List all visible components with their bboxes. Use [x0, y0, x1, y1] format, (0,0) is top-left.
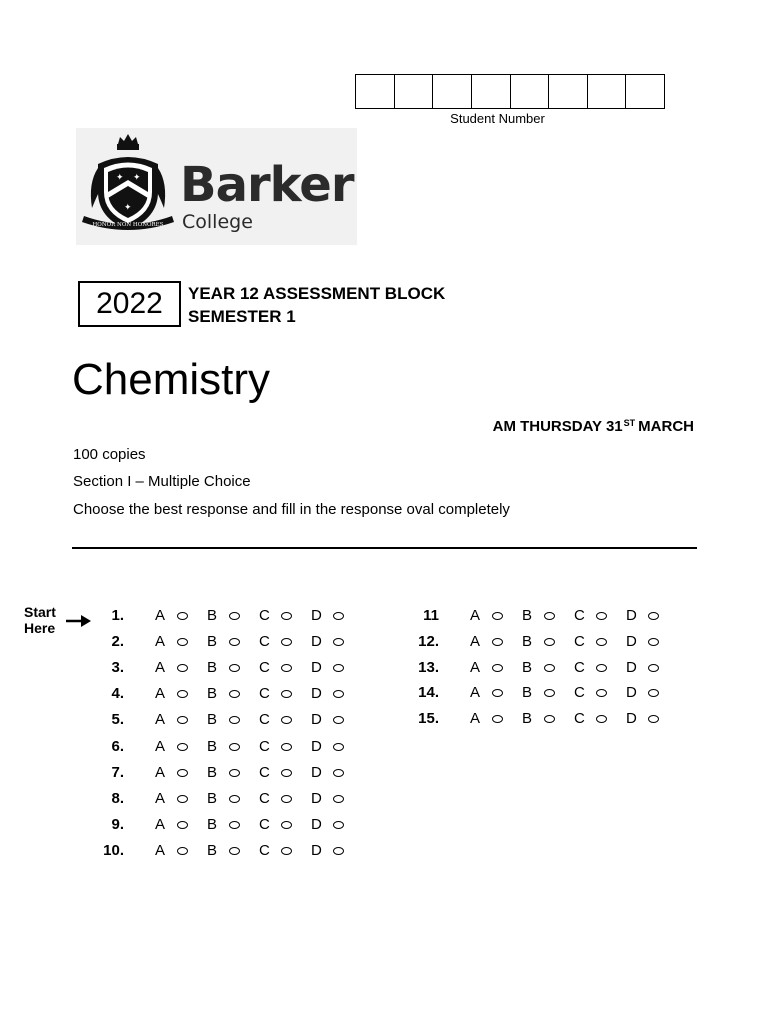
response-oval-b[interactable] [544, 689, 555, 697]
option-label-b: B [207, 763, 218, 781]
response-oval-a[interactable] [492, 612, 503, 620]
option-label-c: C [259, 789, 270, 807]
response-oval-c[interactable] [281, 664, 292, 672]
assessment-block-title: YEAR 12 ASSESSMENT BLOCK [188, 284, 446, 303]
student-number-digit-box[interactable] [433, 75, 472, 108]
option-label-a: A [155, 789, 166, 807]
question-number: 1. [111, 607, 124, 624]
start-here-label: Start Here [24, 604, 56, 636]
option-label-c: C [259, 685, 270, 703]
response-oval-b[interactable] [544, 664, 555, 672]
instructions-text: Choose the best response and fill in the response oval completely [73, 501, 510, 518]
question-row [100, 737, 360, 757]
question-number: 2. [111, 633, 124, 651]
arrow-right-icon [66, 614, 92, 633]
response-oval-a[interactable] [492, 664, 503, 672]
year-box: 2022 [78, 281, 181, 327]
response-oval-d[interactable] [648, 689, 659, 697]
student-number-digit-box[interactable] [472, 75, 511, 108]
response-oval-a[interactable] [492, 689, 503, 697]
option-label-d: D [311, 633, 322, 651]
option-label-b: B [207, 711, 218, 729]
option-label-d: D [626, 658, 637, 676]
question-row [415, 709, 675, 729]
response-oval-b[interactable] [229, 847, 240, 855]
option-label-d: D [311, 763, 322, 781]
option-label-b: B [207, 659, 218, 677]
student-number-digit-box[interactable] [549, 75, 588, 108]
student-number-digit-box[interactable] [395, 75, 434, 108]
option-label-a: A [155, 711, 166, 729]
svg-text:✦: ✦ [133, 173, 141, 183]
option-label-c: C [259, 607, 270, 624]
option-label-d: D [311, 789, 322, 807]
option-label-c: C [259, 815, 270, 833]
question-number: 8. [111, 789, 124, 807]
option-label-d: D [626, 684, 637, 702]
option-label-b: B [522, 632, 533, 650]
option-label-b: B [522, 684, 533, 702]
svg-text:HONOR NON HONORES: HONOR NON HONORES [92, 222, 164, 228]
response-oval-b[interactable] [229, 716, 240, 724]
option-label-c: C [574, 632, 585, 650]
option-label-b: B [207, 815, 218, 833]
response-oval-d[interactable] [333, 664, 344, 672]
option-label-c: C [259, 763, 270, 781]
response-oval-c[interactable] [596, 715, 607, 723]
response-oval-d[interactable] [648, 664, 659, 672]
response-oval-a[interactable] [177, 664, 188, 672]
option-label-b: B [522, 710, 533, 728]
response-oval-d[interactable] [333, 795, 344, 803]
option-label-d: D [311, 737, 322, 755]
student-number-digit-box[interactable] [588, 75, 627, 108]
question-row [100, 658, 360, 678]
response-oval-a[interactable] [177, 716, 188, 724]
question-number: 14. [418, 684, 439, 702]
response-oval-d[interactable] [648, 638, 659, 646]
option-label-d: D [311, 659, 322, 677]
response-oval-a[interactable] [177, 769, 188, 777]
option-label-d: D [626, 632, 637, 650]
question-row [415, 606, 675, 626]
divider [72, 547, 697, 549]
question-row [100, 841, 360, 861]
svg-text:✦: ✦ [124, 203, 132, 213]
option-label-a: A [155, 607, 166, 624]
response-oval-c[interactable] [596, 612, 607, 620]
option-label-c: C [574, 607, 585, 624]
option-label-d: D [311, 607, 322, 624]
question-row [100, 684, 360, 704]
question-number: 5. [111, 711, 124, 729]
option-label-a: A [155, 763, 166, 781]
response-oval-b[interactable] [544, 612, 555, 620]
option-label-a: A [155, 659, 166, 677]
question-row [415, 658, 675, 678]
question-number: 12. [418, 632, 439, 650]
question-number: 6. [111, 737, 124, 755]
response-oval-b[interactable] [229, 612, 240, 620]
logo-wordmark: Barker [180, 157, 354, 213]
response-oval-b[interactable] [229, 795, 240, 803]
logo-subtitle: College [182, 211, 253, 233]
question-number: 11 [423, 607, 439, 624]
question-row [415, 632, 675, 652]
question-number: 15. [418, 710, 439, 728]
option-label-a: A [470, 607, 481, 624]
response-oval-c[interactable] [281, 690, 292, 698]
option-label-a: A [470, 684, 481, 702]
response-oval-a[interactable] [177, 638, 188, 646]
response-oval-c[interactable] [281, 847, 292, 855]
response-oval-b[interactable] [544, 715, 555, 723]
student-number-boxes [355, 74, 665, 109]
option-label-c: C [259, 633, 270, 651]
response-oval-a[interactable] [177, 743, 188, 751]
option-label-b: B [522, 607, 533, 624]
option-label-a: A [470, 632, 481, 650]
response-oval-c[interactable] [596, 689, 607, 697]
option-label-a: A [155, 841, 166, 859]
response-oval-c[interactable] [281, 743, 292, 751]
response-oval-b[interactable] [544, 638, 555, 646]
response-oval-a[interactable] [492, 715, 503, 723]
response-oval-c[interactable] [281, 612, 292, 620]
student-number-digit-box[interactable] [511, 75, 550, 108]
question-row [100, 789, 360, 809]
section-title: Section I – Multiple Choice [73, 473, 251, 490]
option-label-c: C [574, 658, 585, 676]
question-number: 3. [111, 659, 124, 677]
option-label-a: A [470, 658, 481, 676]
response-oval-a[interactable] [177, 612, 188, 620]
question-number: 4. [111, 685, 124, 703]
response-oval-d[interactable] [648, 612, 659, 620]
response-oval-d[interactable] [648, 715, 659, 723]
college-logo [76, 128, 357, 245]
response-oval-d[interactable] [333, 612, 344, 620]
option-label-c: C [574, 684, 585, 702]
response-oval-c[interactable] [281, 821, 292, 829]
option-label-c: C [574, 710, 585, 728]
option-label-a: A [155, 737, 166, 755]
question-row [100, 632, 360, 652]
option-label-d: D [311, 815, 322, 833]
response-oval-d[interactable] [333, 769, 344, 777]
question-number: 10. [103, 841, 124, 859]
question-row [415, 683, 675, 703]
response-oval-a[interactable] [177, 821, 188, 829]
question-row [100, 710, 360, 730]
option-label-b: B [207, 789, 218, 807]
question-number: 13. [418, 658, 439, 676]
response-oval-a[interactable] [177, 690, 188, 698]
option-label-a: A [155, 685, 166, 703]
question-number: 9. [111, 815, 124, 833]
option-label-a: A [470, 710, 481, 728]
response-oval-a[interactable] [492, 638, 503, 646]
response-oval-c[interactable] [281, 638, 292, 646]
option-label-d: D [626, 607, 637, 624]
response-oval-a[interactable] [177, 795, 188, 803]
response-oval-d[interactable] [333, 821, 344, 829]
response-oval-d[interactable] [333, 743, 344, 751]
response-oval-d[interactable] [333, 638, 344, 646]
option-label-d: D [626, 710, 637, 728]
response-oval-c[interactable] [596, 664, 607, 672]
question-row [100, 763, 360, 783]
response-oval-b[interactable] [229, 664, 240, 672]
response-oval-d[interactable] [333, 847, 344, 855]
option-label-b: B [207, 685, 218, 703]
response-oval-c[interactable] [281, 769, 292, 777]
option-label-b: B [207, 737, 218, 755]
option-label-d: D [311, 685, 322, 703]
response-oval-c[interactable] [281, 716, 292, 724]
response-oval-b[interactable] [229, 769, 240, 777]
option-label-c: C [259, 841, 270, 859]
option-label-c: C [259, 737, 270, 755]
option-label-c: C [259, 659, 270, 677]
response-oval-b[interactable] [229, 821, 240, 829]
option-label-b: B [207, 841, 218, 859]
student-number-digit-box[interactable] [356, 75, 395, 108]
semester-label: SEMESTER 1 [188, 307, 296, 326]
response-oval-b[interactable] [229, 743, 240, 751]
exam-date: AM THURSDAY 31ST MARCH [492, 418, 694, 435]
response-oval-d[interactable] [333, 690, 344, 698]
response-oval-d[interactable] [333, 716, 344, 724]
crest-icon [82, 134, 174, 230]
response-oval-a[interactable] [177, 847, 188, 855]
option-label-b: B [522, 658, 533, 676]
option-label-b: B [207, 607, 218, 624]
response-oval-c[interactable] [281, 795, 292, 803]
response-oval-b[interactable] [229, 690, 240, 698]
response-oval-b[interactable] [229, 638, 240, 646]
copies-count: 100 copies [73, 446, 146, 463]
option-label-a: A [155, 633, 166, 651]
response-oval-c[interactable] [596, 638, 607, 646]
option-label-a: A [155, 815, 166, 833]
option-label-d: D [311, 711, 322, 729]
option-label-c: C [259, 711, 270, 729]
student-number-label: Student Number [450, 111, 545, 126]
question-row [100, 815, 360, 835]
svg-text:✦: ✦ [116, 173, 124, 183]
question-number: 7. [111, 763, 124, 781]
student-number-digit-box[interactable] [626, 75, 664, 108]
option-label-b: B [207, 633, 218, 651]
option-label-d: D [311, 841, 322, 859]
subject-title: Chemistry [72, 355, 271, 404]
question-row [100, 606, 360, 626]
